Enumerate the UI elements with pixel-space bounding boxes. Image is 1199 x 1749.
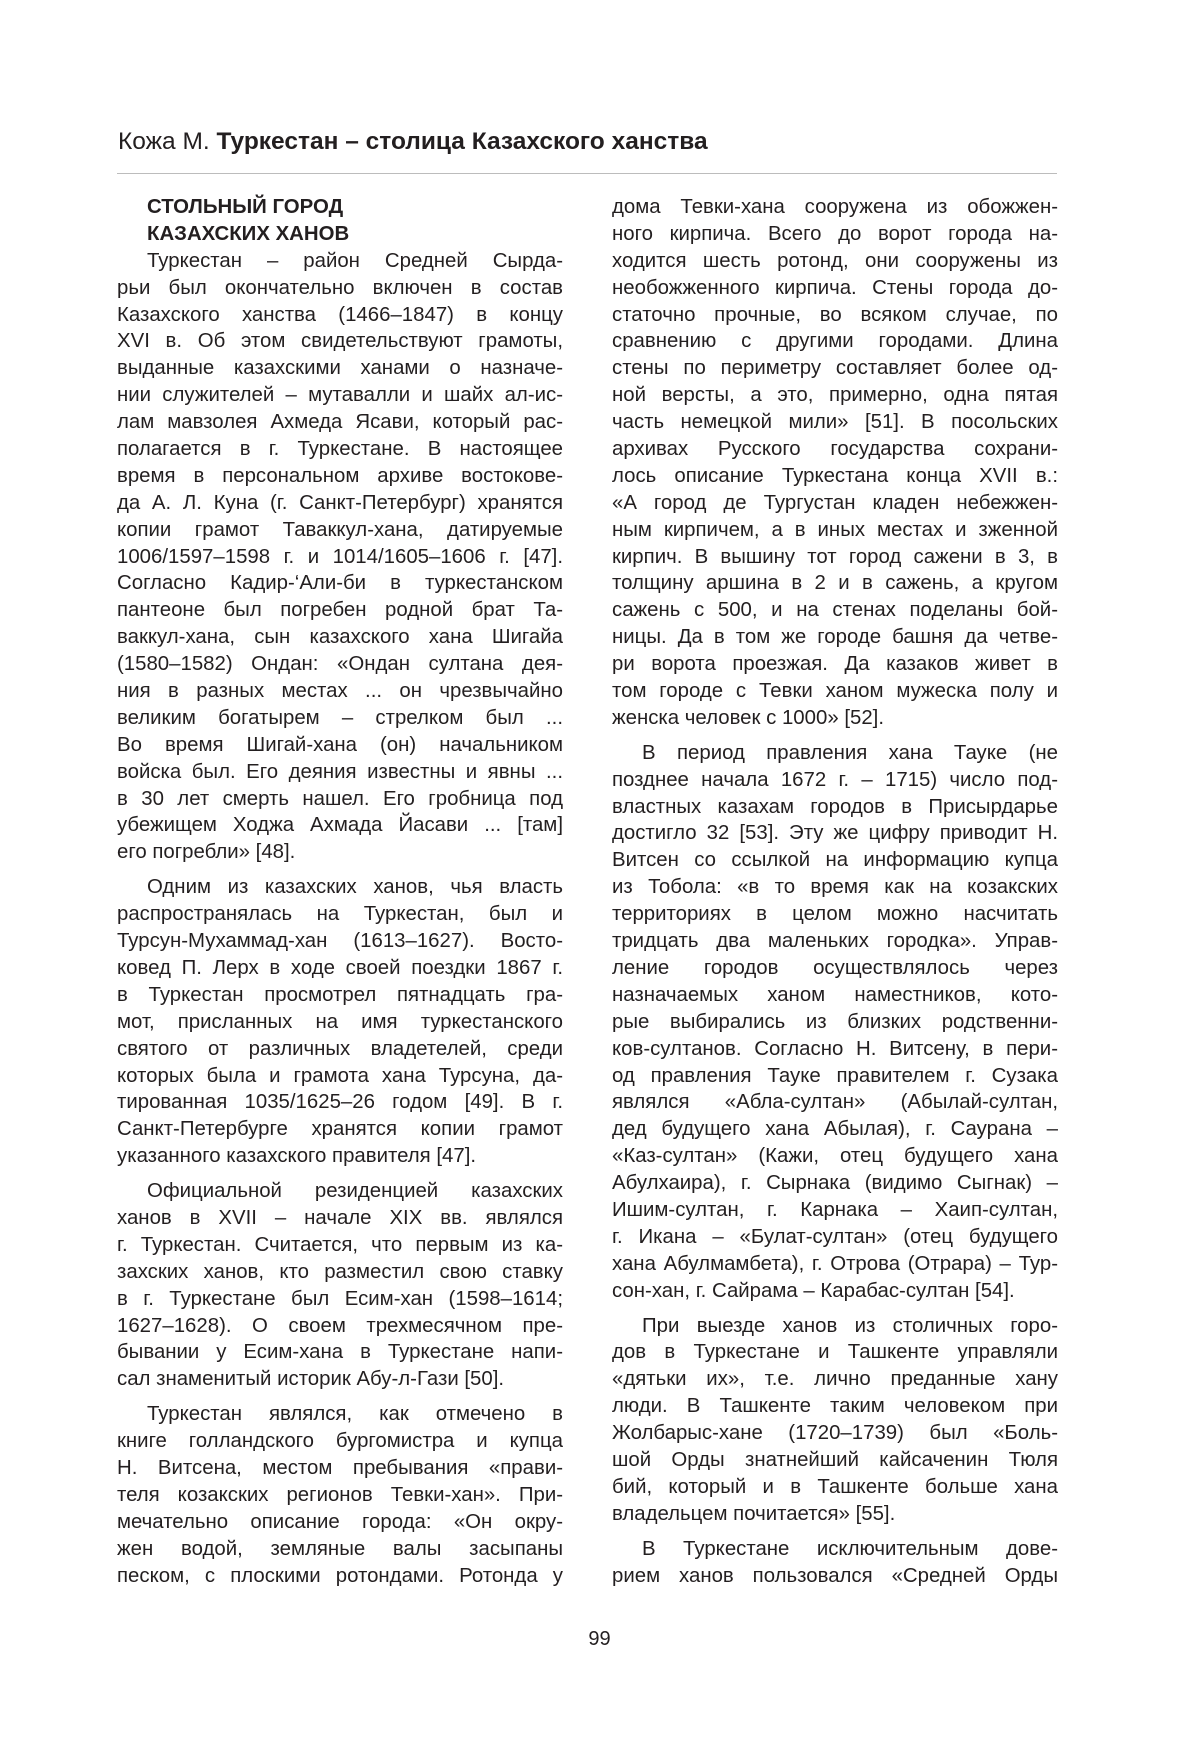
text-line: тридцать два маленьких городка». Управ- (612, 930, 1058, 953)
text-line: Турсун-Мухаммад-хан (1613–1627). Восто- (117, 930, 563, 953)
text-line: «А город де Тургустан кладен небежжен- (612, 491, 1058, 514)
text-line: рием ханов пользовался «Средней Орды (612, 1564, 1058, 1587)
text-line: сажень с 500, и на стенах поделаны бой- (612, 599, 1058, 622)
text-line: рьи был окончательно включен в состав (117, 276, 563, 299)
text-line: Витсен со ссылкой на информацию купца (612, 849, 1058, 872)
text-line: являлся «Абла-султан» (Абылай-султан, (612, 1091, 1058, 1114)
text-line: полагается в г. Туркестане. В настоящее (117, 438, 563, 461)
text-line: да А. Л. Куна (г. Санкт-Петербург) хранятся (117, 491, 563, 514)
text-line: время в персональном архиве востокове- (117, 464, 563, 487)
paragraph-gap (612, 1305, 1058, 1313)
text-line: властных казахам городов в Присырдарье (612, 795, 1058, 818)
text-line: бий, который и в Ташкенте больше хана (612, 1475, 1058, 1498)
text-line: в 30 лет смерть нашел. Его гробница под (117, 787, 563, 810)
text-line: Абулхаира), г. Сырнака (видимо Сыгнак) – (612, 1172, 1058, 1195)
text-line: ным кирпичем, а в иных местах и зженной (612, 518, 1058, 541)
text-line: Санкт-Петербурге хранятся копии грамот (117, 1118, 563, 1141)
paragraph-gap (117, 1393, 563, 1401)
text-line: часть немецкой мили» [51]. В посольских (612, 411, 1058, 434)
text-line: Туркестан – район Средней Сырда- (147, 249, 563, 272)
text-line: Казахского ханства (1466–1847) в концу (117, 303, 563, 326)
text-line: ния в разных местах ... он чрезвычайно (117, 680, 563, 703)
text-line: В Туркестане исключительным дове- (642, 1537, 1058, 1560)
text-line: люди. В Ташкенте таким человеком при (612, 1395, 1058, 1418)
text-line: рые выбирались из близких родственни- (612, 1010, 1058, 1033)
text-line: святого от различных владетелей, среди (117, 1037, 563, 1060)
text-line: книге голландского бургомистра и купца (117, 1430, 563, 1453)
text-line: дед будущего хана Абылая), г. Саурана – (612, 1118, 1058, 1141)
text-line: выданные казахскими ханами о назначе- (117, 357, 563, 380)
text-line: в г. Туркестане был Есим-хан (1598–1614; (117, 1287, 563, 1310)
text-line: сал знаменитый историк Абу-л-Гази [50]. (117, 1368, 505, 1391)
text-line: достигло 32 [53]. Эту же цифру приводит Н. (612, 822, 1058, 845)
text-line: г. Туркестан. Считается, что первым из ка- (117, 1233, 563, 1256)
text-line: кирпич. В вышину тот город сажени в 3, в (612, 545, 1058, 568)
section-heading-line-2: КАЗАХСКИХ ХАНОВ (147, 222, 350, 245)
text-line: ри ворота проезжая. Да казаков живет в (612, 653, 1058, 676)
text-line: Н. Витсена, местом пребывания «прави- (117, 1456, 563, 1479)
text-line: Одним из казахских ханов, чья власть (147, 876, 563, 899)
text-line: ницы. Да в том же городе башня да четве- (612, 626, 1058, 649)
page-number: 99 (588, 1628, 611, 1650)
text-line: убежищем Ходжа Ахмада Йасави ... [там] (117, 814, 563, 837)
text-line: сон-хан, г. Сайрама – Карабас-султан [54]. (612, 1279, 1015, 1302)
text-line: пантеоне был погребен родной брат Та- (117, 599, 563, 622)
text-line: тированная 1035/1625–26 годом [49]. В г. (117, 1091, 563, 1114)
text-line: Официальной резиденцией казахских (147, 1180, 563, 1203)
text-line: которых была и грамота хана Турсуна, да- (117, 1064, 563, 1087)
text-line: песком, с плоскими ротондами. Ротонда у (117, 1564, 563, 1587)
paragraph-gap (117, 1170, 563, 1178)
paragraph-gap (612, 732, 1058, 740)
text-line: лось описание Туркестана конца XVII в.: (612, 464, 1058, 487)
text-line: ной версты, а это, примерно, одна пятая (612, 384, 1058, 407)
text-line: Во время Шигай-хана (он) начальником (117, 733, 563, 756)
text-line: копии грамот Таваккул-хана, датируемые (117, 518, 563, 541)
text-line: од правления Тауке правителем г. Сузака (612, 1064, 1058, 1087)
text-line: из Тобола: «в то время как на козакских (612, 876, 1058, 899)
text-line: В период правления хана Тауке (не (642, 741, 1058, 764)
text-line: стены по периметру составляет более од- (612, 357, 1058, 380)
text-line: женска человек с 1000» [52]. (612, 706, 884, 729)
text-line: позднее начала 1672 г. – 1715) число под- (612, 768, 1058, 791)
paragraph-gap (117, 866, 563, 874)
section-heading-line-1: СТОЛЬНЫЙ ГОРОД (147, 196, 344, 218)
text-line: 1627–1628). О своем трехмесячном пре- (117, 1314, 563, 1337)
text-line: владельцем почитается» [55]. (612, 1502, 896, 1525)
text-line: «Каз-султан» (Кажи, отец будущего хана (612, 1145, 1058, 1168)
text-line: 1006/1597–1598 г. и 1014/1605–1606 г. [47]. (117, 545, 563, 568)
text-line: «дятьки их», т.е. лично преданные хану (612, 1368, 1058, 1391)
text-line: г. Икана – «Булат-султан» (отец будущего (612, 1225, 1058, 1248)
text-line: его погребли» [48]. (117, 841, 296, 864)
text-line: Туркестан являлся, как отмечено в (147, 1403, 563, 1426)
text-line: великим богатырем – стрелком был ... (117, 706, 563, 729)
text-line: назначаемых ханом наместников, кото- (612, 983, 1058, 1006)
text-line: в Туркестан просмотрел пятнадцать гра- (117, 983, 563, 1006)
text-line: бывании у Есим-хана в Туркестане напи- (117, 1341, 563, 1364)
text-line: хана Абулмамбета), г. Отрова (Отрара) – Тур- (612, 1252, 1058, 1275)
header-title: Туркестан – столица Казахского ханства (216, 128, 708, 155)
text-line: распространялась на Туркестан, был и (117, 903, 563, 926)
text-line: лам мавзолея Ахмеда Ясави, который рас- (117, 411, 563, 434)
text-line: (1580–1582) Ондан: «Ондан султана дея- (117, 653, 563, 676)
text-line: захских ханов, кто разместил свою ставку (117, 1260, 563, 1283)
text-line: архивах Русского государства сохрани- (612, 438, 1058, 461)
text-line: ковед П. Лерх в ходе своей поездки 1867 г. (117, 956, 563, 979)
text-line: том городе с Тевки ханом мужеска полу и (612, 680, 1058, 703)
left-column (117, 194, 563, 1589)
text-line: войска был. Его деяния известны и явны ... (117, 760, 563, 783)
text-line: теля козакских регионов Тевки-хан». При- (117, 1483, 563, 1506)
running-header (118, 126, 708, 158)
text-line: территориях в целом можно насчитать (612, 903, 1058, 926)
header-author: Кожа М. (118, 128, 210, 155)
text-line: ление городов осуществлялось через (612, 956, 1058, 979)
text-line: указанного казахского правителя [47]. (117, 1145, 477, 1168)
text-line: ваккул-хана, сын казахского хана Шигайа (117, 626, 563, 649)
text-line: сравнению с другими городами. Длина (612, 330, 1058, 353)
text-line: XVI в. Об этом свидетельствуют грамоты, (117, 330, 563, 353)
header-rule (117, 173, 1057, 174)
text-line: необожженного кирпича. Стены города до- (612, 276, 1058, 299)
right-column (612, 194, 1058, 1589)
text-line: жен водой, земляные валы засыпаны (117, 1537, 563, 1560)
text-line: дов в Туркестане и Ташкенте управляли (612, 1341, 1058, 1364)
text-line: статочно прочные, во всяком случае, по (612, 303, 1058, 326)
paragraph-gap (612, 1528, 1058, 1536)
text-line: ков-султанов. Согласно Н. Витсену, в пери- (612, 1037, 1058, 1060)
text-line: мечательно описание города: «Он окру- (117, 1510, 563, 1533)
text-line: Ишим-султан, г. Карнака – Хаип-султан, (612, 1198, 1058, 1221)
text-line: ного кирпича. Всего до ворот города на- (612, 222, 1058, 245)
text-line: ходится шесть ротонд, они сооружены из (612, 249, 1058, 272)
text-line: Жолбарыс-хане (1720–1739) был «Боль- (612, 1422, 1058, 1445)
text-line: нии служителей – мутавалли и шайх ал-ис- (117, 384, 563, 407)
text-line: мот, присланных на имя туркестанского (117, 1010, 563, 1033)
text-line: Согласно Кадир-‘Али-би в туркестанском (117, 572, 563, 595)
text-line: шой Орды знатнейший кайсаченин Тюля (612, 1448, 1058, 1471)
text-line: толщину аршина в 2 и в сажень, а кругом (612, 572, 1058, 595)
text-line: При выезде ханов из столичных горо- (642, 1314, 1058, 1337)
text-line: дома Тевки-хана сооружена из обожжен- (612, 196, 1058, 218)
text-line: ханов в XVII – начале XIX вв. являлся (117, 1206, 563, 1229)
